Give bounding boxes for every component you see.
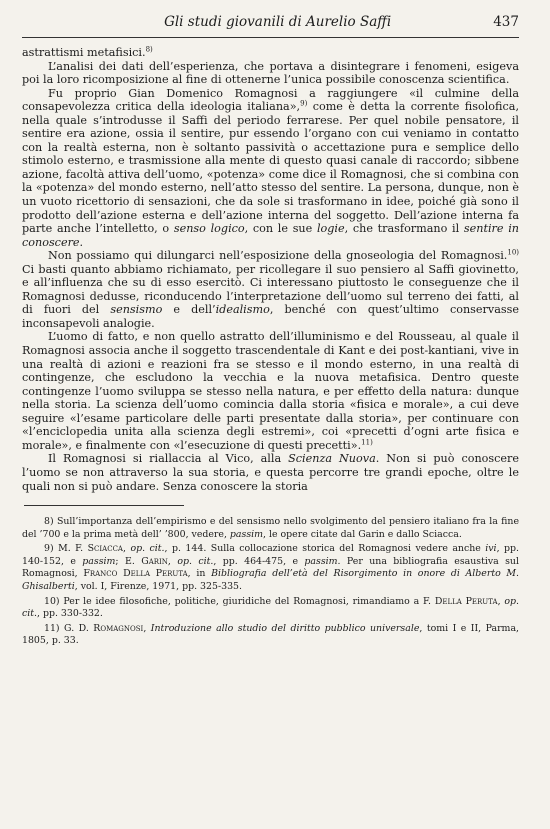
footnote-ref-8[interactable]: 8) (145, 45, 153, 54)
paragraph-2: Fu proprio Gian Domenico Romagnosi a raggiungere «il culmine della consapevolezza critica della ideologia italiana»,$^{9)}$ come è detta la corrente fisolofica, nella quale s’introdusse il Saffi del periodo ferrarese. Per quel nobile pensatore, il sentire era azione, ossia il sentire, pur essendo l’organo con cui veniamo in contatto con la realtà esterna, non è soltanto passività o accettazione pura e semplice dello stimolo esterno, e trasmissione alla mente di questo quasi canale di raccordo; sibbene azione, facoltà attiva dell’uomo, «potenza» come dice il Romagnosi, che si combina con la «potenza» del mondo esterno, nell’atto stesso del sentire. La persona, dunque, non è un vuoto ricettorio di sensazioni, che da sole si trasformano in idee, poiché già sono il prodotto dell’azione esterna e dell’azione interna del soggetto. Dell’azione interna fa parte anche l’intelletto, o senso logico, con le sue logie, che trasformano il sentire in conoscere. (22, 86, 519, 249)
running-title: Gli studi giovanili di Aurelio Saffi (164, 14, 392, 30)
page-number: 437 (493, 14, 519, 30)
paragraph-5: Il Romagnosi si riallaccia al Vico, alla Scienza Nuova. Non si può conoscere l’uomo se non attraverso la sua storia, e questa percorre tre grandi epoche, oltre le quali non si può andare. Senza conoscere la storia (22, 452, 519, 493)
running-head (22, 14, 519, 38)
footnote-divider (24, 505, 184, 506)
paragraph-3: Non possiamo qui dilungarci nell’esposizione della gnoseologia del Romagnosi.$^{10)}$ Ci basti quanto abbiamo richiamato, per ricollegare il suo pensiero al Saffi giovinetto, e all’influenza che su di esso esercitò. Ci interessano piuttosto le conseguenze che il Romagnosi dedusse, riconducendo l’interpretazione dell’uomo sul terreno dei fatti, al di fuori del sensismo e dell’idealismo, benché con quest’ultimo conservasse inconsapevoli analogie. (22, 248, 519, 330)
body-text (22, 46, 519, 493)
footnote-11: 11) G. D. Romagnosi, Introduzione allo studio del diritto pubblico universale, tomi I e II, Parma, 1805, p. 33. (22, 622, 520, 647)
paragraph-4: L’uomo di fatto, e non quello astratto dell’illuminismo e del Rousseau, al quale il Romagnosi associa anche il soggetto trascendentale di Kant e dei post-kantiani, vive in una realtà di azioni e reazioni fra se stesso e il mondo esterno, in una realtà di contingenze, che escludono la vecchia e la nuova metafisica. Dentro queste contingenze l’uomo sviluppa se stesso nella natura, e per effetto della natura: dunque nella storia. La scienza dell’uomo comincia dalla storia «fisica e morale», a cui deve seguire «l’esame particolare delle parti presentate dalla storia», per continuare con «l’enciclopedia unita alla scienza degli estremi», coi «precetti d’ogni arte fisica e morale», e finalmente con «l’esecuzione di questi precetti».$^{11)}$ (22, 330, 519, 452)
footnotes (22, 516, 519, 648)
footnote-ref-9[interactable]: 9) (300, 99, 308, 108)
footnote-ref-10[interactable]: 10) (507, 248, 519, 257)
footnote-10: 10) Per le idee filosofiche, politiche, giuridiche del Romagnosi, rimandiamo a F. Della Peruta, op. cit., pp. 330-332. (22, 595, 519, 620)
footnote-8: 8) Sull’importanza dell’empirismo e del sensismo nello svolgimento del pensiero italiano fra la fine del ’700 e la prima metà dell’ ’800, vedere, passim, le opere citate dal Garin e dallo Sciacca. (22, 516, 519, 540)
footnote-9: 9) M. F. Sciacca, op. cit., p. 144. Sulla collocazione storica del Romagnosi vedere anche ivi, pp. 140-152, e passim; E. Garin, op. cit., pp. 464-475, e passim. Per una bibliografia esaustiva sul Romagnosi, Franco Della Peruta, in Bibliografia dell’età del Risorgimento in onore di Alberto M. Ghisalberti, vol. I, Firenze, 1971, pp. 325-335. (22, 543, 520, 593)
paragraph-1: L’analisi dei dati dell’esperienza, che portava a disintegrare i fenomeni, esigeva poi la loro ricomposizione al fine di ottenerne l’unica possibile conoscenza scientifica. (22, 59, 519, 87)
paragraph-0: astrattismi metafisici.$^{8)}$ (22, 45, 153, 59)
footnote-ref-11[interactable]: 11) (361, 438, 373, 447)
